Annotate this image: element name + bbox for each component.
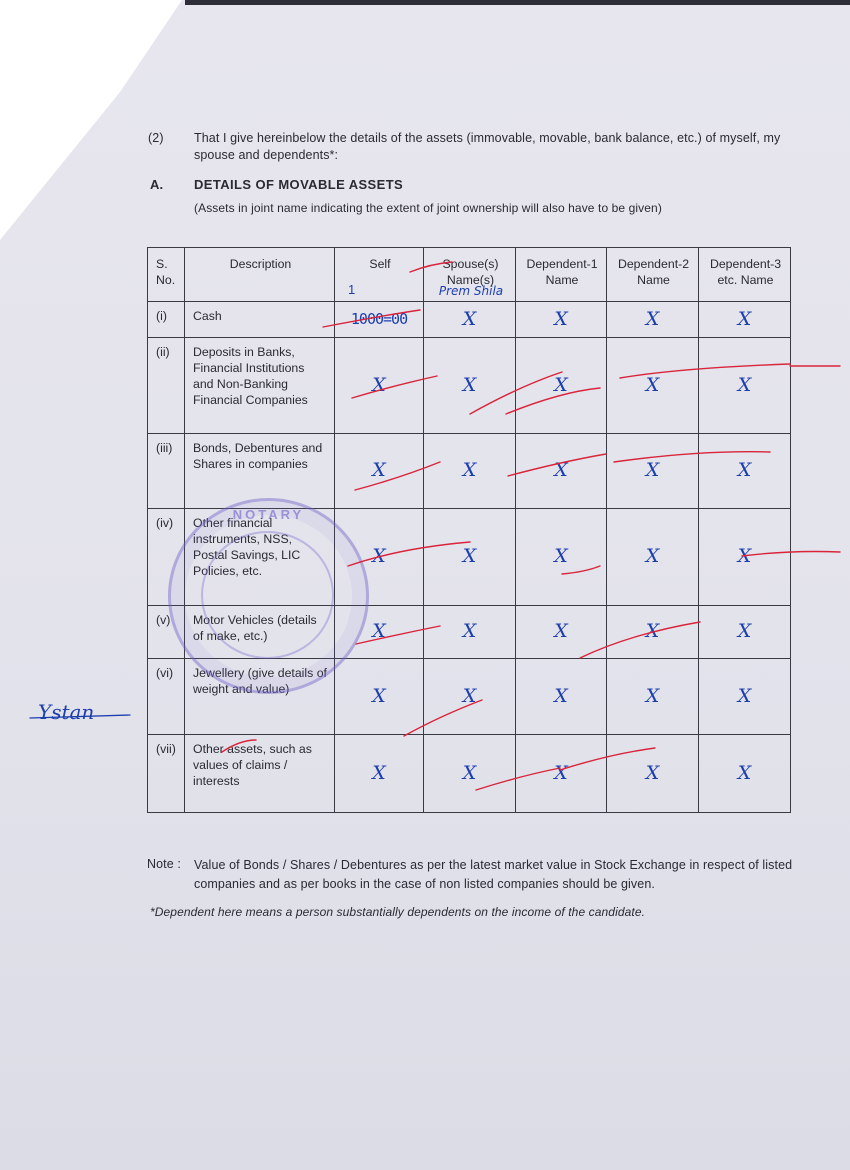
section-note: (Assets in joint name indicating the extent of joint ownership will also have to be given)	[194, 201, 662, 215]
row-sno: (vii)	[148, 735, 185, 813]
row-sno: (iii)	[148, 434, 185, 509]
row-sno: (iv)	[148, 509, 185, 606]
handwritten-value: X	[645, 459, 660, 482]
handwritten-value: X	[645, 373, 660, 396]
cell-spouse	[424, 338, 516, 434]
row-sno: (i)	[148, 302, 185, 338]
table-row	[148, 735, 791, 813]
paragraph-number: (2)	[148, 131, 164, 145]
cell-dependent-1	[516, 509, 607, 606]
cell-dependent-2	[607, 302, 699, 338]
cell-self	[335, 338, 424, 434]
scan-top-edge	[185, 0, 850, 5]
cell-self	[335, 659, 424, 735]
handwritten-value: X	[554, 620, 568, 643]
cell-self	[335, 434, 424, 509]
handwritten-value: X	[645, 545, 660, 568]
cell-spouse	[424, 735, 516, 813]
note-label: Note :	[147, 857, 181, 871]
stamp-inner-ring	[201, 531, 334, 659]
handwritten-value: X	[737, 459, 752, 482]
section-title: DETAILS OF MOVABLE ASSETS	[194, 177, 404, 192]
cell-dependent-2	[607, 338, 699, 434]
table-row	[148, 434, 791, 509]
row-description: Other assets, such as values of claims / interests	[185, 735, 335, 813]
paragraph-text: That I give hereinbelow the details of the assets (immovable, movable, bank balance, etc.) of myself, my spouse and dependents*:	[194, 131, 781, 162]
row-description: Jewellery (give details of weight and value)	[185, 659, 335, 735]
row-description: Deposits in Banks, Financial Institutions and Non-Banking Financial Companies	[185, 338, 335, 434]
handwritten-value: X	[462, 620, 477, 643]
handwritten-value: X	[645, 307, 660, 330]
cell-spouse	[424, 606, 516, 659]
cell-spouse	[424, 659, 516, 735]
header-dependent-2: Dependent-2 Name	[607, 248, 699, 302]
handwritten-value: X	[372, 620, 386, 643]
cell-spouse	[424, 509, 516, 606]
handwritten-value: X	[372, 459, 386, 482]
cell-dependent-1	[516, 606, 607, 659]
handwritten-value: X	[554, 684, 568, 707]
handwritten-value: X	[645, 684, 660, 707]
cell-dependent-3	[699, 338, 791, 434]
handwritten-value: X	[554, 761, 568, 784]
cell-dependent-2	[607, 509, 699, 606]
handwritten-value: X	[372, 684, 386, 707]
handwritten-value: X	[737, 545, 752, 568]
cell-self	[335, 735, 424, 813]
handwritten-spouse-name: Prem Shila	[438, 284, 504, 298]
cell-spouse	[424, 302, 516, 338]
cell-dependent-3	[699, 735, 791, 813]
cell-dependent-1	[516, 338, 607, 434]
handwritten-value: X	[645, 761, 660, 784]
handwritten-value: X	[554, 307, 568, 330]
cell-dependent-1	[516, 735, 607, 813]
header-description: Description	[185, 248, 335, 302]
row-description: Cash	[185, 302, 335, 338]
handwritten-value: X	[462, 373, 477, 396]
row-description: Other financial instruments, NSS, Postal Savings, LIC Policies, etc.	[185, 509, 335, 606]
note-text: Value of Bonds / Shares / Debentures as per the latest market value in Stock Exchange in respect of listed companies and as per books in the case of non listed companies should be given.	[194, 858, 793, 891]
cell-dependent-3	[699, 606, 791, 659]
cell-dependent-2	[607, 735, 699, 813]
cell-dependent-3	[699, 659, 791, 735]
cell-dependent-1	[516, 434, 607, 509]
cell-self	[335, 302, 424, 338]
section-letter: A.	[150, 177, 164, 192]
handwritten-value: X	[462, 684, 477, 707]
handwritten-value: X	[737, 373, 752, 396]
handwritten-value: X	[737, 684, 752, 707]
row-sno: (vi)	[148, 659, 185, 735]
handwritten-value: X	[372, 545, 386, 568]
cell-dependent-2	[607, 434, 699, 509]
header-spouse: Spouse(s) Name(s)	[424, 248, 516, 302]
handwritten-value: 1000=00	[350, 309, 408, 328]
notary-stamp	[168, 498, 369, 694]
footnote: *Dependent here means a person substantially dependents on the income of the candidate.	[150, 905, 646, 919]
handwritten-value: X	[372, 373, 386, 396]
handwritten-self-number: 1	[348, 282, 356, 297]
row-sno: (v)	[148, 606, 185, 659]
handwritten-value: X	[737, 761, 752, 784]
handwritten-value: X	[462, 307, 477, 330]
table-row	[148, 338, 791, 434]
handwritten-value: X	[645, 620, 660, 643]
cell-dependent-1	[516, 302, 607, 338]
handwritten-value: X	[737, 620, 752, 643]
handwritten-signature: Ystan	[38, 700, 95, 724]
stamp-text: NOTARY	[232, 507, 305, 522]
header-dependent-3: Dependent-3 etc. Name	[699, 248, 791, 302]
row-sno: (ii)	[148, 338, 185, 434]
handwritten-value: X	[372, 761, 386, 784]
handwritten-value: X	[554, 459, 568, 482]
header-dependent-1: Dependent-1 Name	[516, 248, 607, 302]
header-self: Self	[335, 248, 424, 302]
cell-dependent-2	[607, 659, 699, 735]
handwritten-value: X	[462, 459, 477, 482]
header-sno: S. No.	[148, 248, 185, 302]
cell-dependent-1	[516, 659, 607, 735]
handwritten-value: X	[737, 307, 752, 330]
handwritten-value: X	[554, 373, 568, 396]
cell-dependent-2	[607, 606, 699, 659]
row-description: Motor Vehicles (details of make, etc.)	[185, 606, 335, 659]
table-row	[148, 302, 791, 338]
cell-dependent-3	[699, 509, 791, 606]
handwritten-value: X	[462, 761, 477, 784]
handwritten-value: X	[462, 545, 477, 568]
cell-dependent-3	[699, 302, 791, 338]
row-description: Bonds, Debentures and Shares in companies	[185, 434, 335, 509]
cell-spouse	[424, 434, 516, 509]
handwritten-value: X	[554, 545, 568, 568]
cell-dependent-3	[699, 434, 791, 509]
